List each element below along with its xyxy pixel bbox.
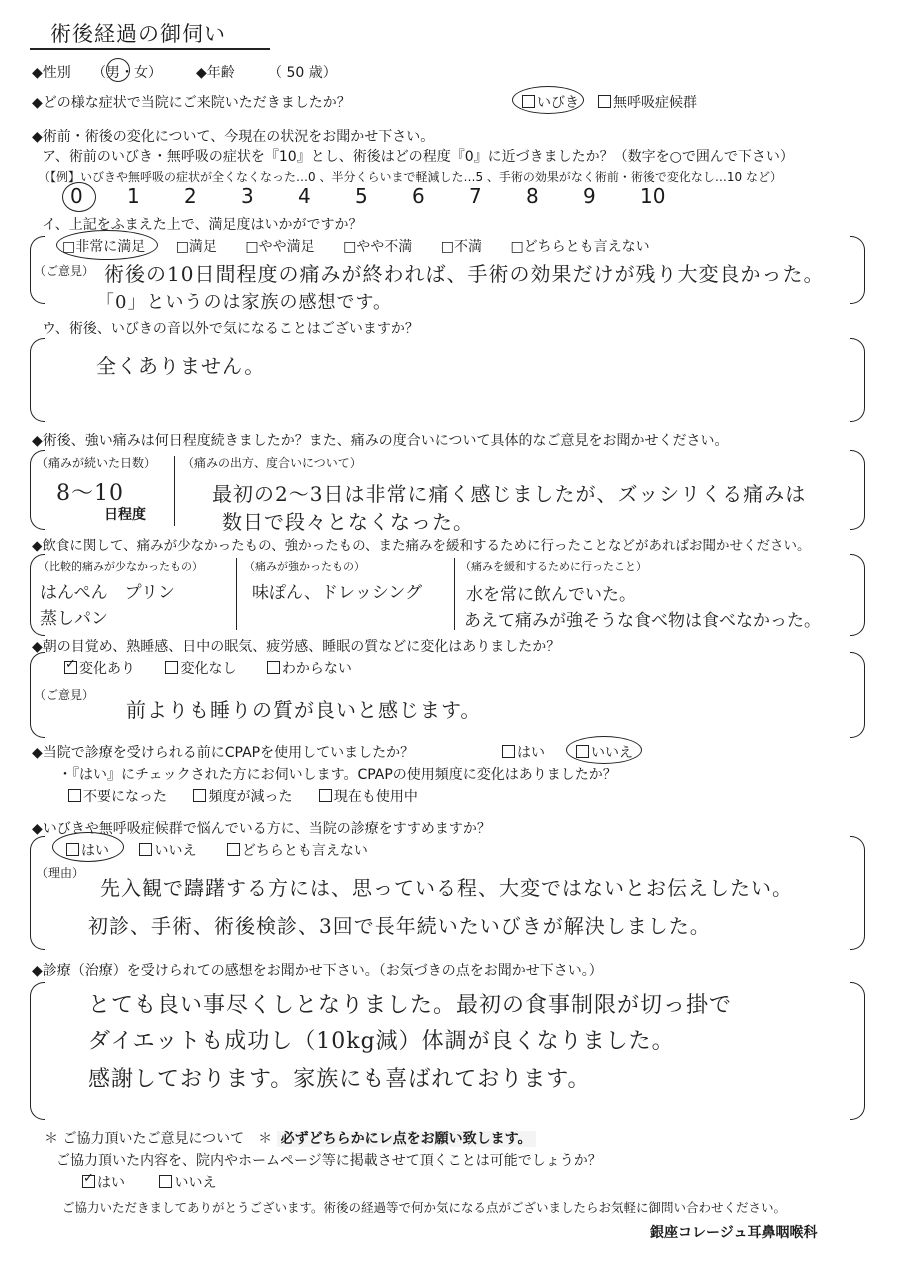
q4-col1-line2: 蒸しパン: [40, 609, 108, 629]
page-title: 術後経過の御伺い: [50, 22, 226, 46]
footer-option-no[interactable]: いいえ: [159, 1175, 216, 1191]
q6-option-no[interactable]: いいえ: [576, 742, 633, 762]
scale-5[interactable]: 5: [355, 184, 368, 208]
age-label: ◆年齢: [196, 65, 235, 81]
q3-days-label: （痛みが続いた日数）: [36, 456, 157, 470]
q2-u-answer: 全くありません。: [96, 354, 266, 378]
q7-bracket-left: [30, 836, 45, 950]
q5-option-unknown[interactable]: わからない: [267, 661, 352, 677]
sat-satisfied[interactable]: □満足: [175, 239, 217, 255]
q8-bracket-right: [850, 982, 865, 1120]
checkbox-icon: [267, 661, 280, 674]
q4-col1-label: （比較的痛みが少なかったもの）: [38, 560, 203, 573]
scale-9[interactable]: 9: [583, 184, 596, 208]
scale-1[interactable]: 1: [127, 184, 140, 208]
q2-scale: [70, 184, 697, 208]
checkbox-icon: [159, 1175, 172, 1188]
q6-sub-options: [68, 786, 418, 806]
q2-opinion-label: （ご意見）: [34, 264, 95, 278]
gender-value: （男・女）: [92, 65, 162, 81]
q7-question: ◆いびきや無呼吸症候群で悩んでいる方に、当院の診療をすすめますか？: [32, 821, 491, 837]
q4-col1-line1: はんぺん プリン: [40, 583, 175, 603]
q5-answer: 前よりも睡りの質が良いと感じます。: [126, 698, 482, 722]
q6-option-yes[interactable]: はい: [502, 742, 545, 762]
q1-circle-mark: [512, 86, 584, 114]
q4-divider-2: [454, 558, 455, 630]
checkbox-icon: [139, 843, 152, 856]
scale-4[interactable]: 4: [298, 184, 311, 208]
q5-question: ◆朝の目覚め、熟睡感、日中の眠気、疲労感、睡眠の質などに変化はありましたか？: [32, 639, 561, 655]
checkbox-checked-icon: [82, 1175, 95, 1188]
title-underline: [30, 48, 270, 50]
checkbox-icon: [319, 789, 332, 802]
q8-line3: 感謝しております。家族にも喜ばれております。: [88, 1067, 591, 1092]
gender-circle-mark: [106, 58, 130, 82]
q2-a-question: ア、術前のいびき・無呼吸の症状を『10』とし、術後はどの程度『0』に近づきましたか？（数字を○で囲んで下さい）: [42, 149, 794, 165]
scale-circle-mark: [62, 182, 96, 212]
sat-undecided[interactable]: □どちらとも言えない: [510, 239, 650, 255]
q8-line1: とても良い事尽くしとなりました。最初の食事制限が切っ掛で: [88, 993, 733, 1018]
q2-opinion-line1: 術後の10日間程度の痛みが終われば、手術の効果だけが残り大変良かった。: [104, 262, 825, 286]
checkbox-checked-icon: [64, 661, 77, 674]
footer-options: [82, 1172, 216, 1192]
q4-question: ◆飲食に関して、痛みが少なかったもの、強かったもの、また痛みを緩和するために行ったことなどがあればお聞かせください。: [32, 538, 811, 554]
q4-bracket-right: [850, 554, 865, 636]
q4-divider-1: [236, 558, 237, 630]
age-value: （ 50 歳）: [268, 65, 337, 81]
q7-option-no[interactable]: いいえ: [139, 843, 196, 859]
q4-col3-line1: 水を常に飲んでいた。: [466, 585, 636, 605]
q1-option-snoring[interactable]: いびき: [522, 92, 579, 112]
q3-bracket-right: [850, 450, 865, 530]
scale-3[interactable]: 3: [241, 184, 254, 208]
q7-bracket-right: [850, 836, 865, 950]
u-bracket-right: [850, 338, 865, 422]
checkbox-icon: [193, 789, 206, 802]
q3-days-value: 8〜10: [56, 481, 124, 506]
footer-note-emphasis: 必ずどちらかにレ点をお願い致します。: [277, 1131, 536, 1147]
q2-header: ◆術前・術後の変化について、今現在の状況をお聞かせ下さい。: [32, 129, 435, 145]
q4-col3-line2: あえて痛みが強そうな食べ物は食べなかった。: [464, 611, 821, 631]
q4-col2-line1: 味ぽん、ドレッシング: [252, 583, 423, 603]
opinion-bracket-right: [850, 236, 865, 304]
checkbox-icon: [165, 661, 178, 674]
q6-sub-question: ・『はい』にチェックされた方にお伺いします。CPAPの使用頻度に変化はありましたか？: [58, 767, 617, 783]
sat-somewhat-dissatisfied[interactable]: □やや不満: [343, 239, 413, 255]
q7-reason-label: （理由）: [36, 866, 85, 880]
q2-opinion-line2: 「0」というのは家族の感想です。: [96, 292, 393, 313]
checkbox-icon: [598, 95, 611, 108]
sat-dissatisfied[interactable]: □不満: [440, 239, 482, 255]
footer-thanks: ご協力いただきましてありがとうございます。術後の経過等で何か気になる点がございましたらお気軽に御問い合わせください。: [62, 1200, 787, 1215]
clinic-name: 銀座コレージュ耳鼻咽喉科: [650, 1225, 818, 1241]
scale-7[interactable]: 7: [469, 184, 482, 208]
q6-sub-option-unneeded[interactable]: 不要になった: [68, 789, 167, 805]
q2-i-question: イ、上記をふまえた上で、満足度はいかがですか？: [42, 217, 363, 233]
satisfaction-circle-mark: [56, 230, 158, 260]
q2-u-question: ウ、術後、いびきの音以外で気になることはございますか？: [42, 321, 419, 337]
q3-pain-line2: 数日で段々となくなった。: [222, 510, 474, 534]
q5-option-unchanged[interactable]: 変化なし: [165, 661, 236, 677]
q8-bracket-left: [30, 982, 45, 1120]
q2-example: （【例】いびきや無呼吸の症状が全くなくなった…0 、半分くらいまで軽減した…5 、手術の効果がなく術前・術後で変化なし…10 など）: [38, 170, 782, 184]
checkbox-icon: [502, 745, 515, 758]
gender-label: ◆性別: [32, 65, 71, 81]
q5-opinion-label: （ご意見）: [34, 688, 95, 702]
q7-option-undecided[interactable]: どちらとも言えない: [227, 843, 368, 859]
scale-2[interactable]: 2: [184, 184, 197, 208]
q5-options: [64, 658, 352, 678]
q5-bracket-right: [850, 652, 865, 738]
q6-circle-mark: [566, 736, 642, 764]
footer-option-yes[interactable]: ✓はい: [82, 1175, 125, 1191]
q3-divider: [174, 456, 175, 526]
q3-pain-line1: 最初の2〜3日は非常に痛く感じましたが、ズッシリくる痛みは: [212, 482, 807, 506]
q6-sub-option-still[interactable]: 現在も使用中: [319, 789, 418, 805]
footer-note: [44, 1128, 536, 1148]
q8-question: ◆診療（治療）を受けられての感想をお聞かせ下さい。（お気づきの点をお聞かせ下さい。）: [32, 963, 603, 979]
scale-0[interactable]: 0: [70, 184, 83, 208]
q7-reason-line2: 初診、手術、術後検診、3回で長年続いたいびきが解決しました。: [88, 914, 711, 938]
q1-question: ◆どの様な症状で当院にご来院いただきましたか？: [32, 95, 351, 111]
footer-note-text: ＊ ご協力頂いたご意見について ＊: [44, 1131, 273, 1147]
q3-pain-label: （痛みの出方、度合いについて）: [182, 456, 362, 470]
q5-option-changed[interactable]: ✓変化あり: [64, 661, 135, 677]
q4-col3-label: （痛みを緩和するために行ったこと）: [460, 560, 647, 573]
sat-very-satisfied[interactable]: □非常に満足: [62, 239, 146, 255]
scale-6[interactable]: 6: [412, 184, 425, 208]
q7-option-yes[interactable]: はい: [66, 843, 109, 859]
scale-10[interactable]: 10: [640, 184, 666, 208]
q3-days-unit: 日程度: [104, 507, 146, 523]
q7-reason-line1: 先入観で躊躇する方には、思っている程、大変ではないとお伝えしたい。: [100, 876, 793, 900]
q3-question: ◆術後、強い痛みは何日程度続きましたか？また、痛みの度合いについて具体的なご意見をお聞かせください。: [32, 433, 729, 449]
sat-somewhat-satisfied[interactable]: □やや満足: [245, 239, 315, 255]
q8-line2: ダイエットも成功し（10kg減）体調が良くなりました。: [88, 1029, 675, 1054]
q6-sub-option-reduced[interactable]: 頻度が減った: [193, 789, 292, 805]
scale-8[interactable]: 8: [526, 184, 539, 208]
checkbox-icon: [68, 789, 81, 802]
checkbox-icon: [227, 843, 240, 856]
u-bracket-left: [30, 338, 45, 422]
footer-question: ご協力頂いた内容を、院内やホームページ等に掲載させて頂くことは可能でしょうか？: [56, 1153, 602, 1169]
q7-circle-mark: [52, 832, 124, 862]
q1-option-apnea[interactable]: 無呼吸症候群: [598, 92, 697, 112]
q4-col2-label: （痛みが強かったもの）: [244, 560, 365, 573]
q6-question: ◆当院で診療を受けられる前にCPAPを使用していましたか？: [32, 745, 415, 761]
